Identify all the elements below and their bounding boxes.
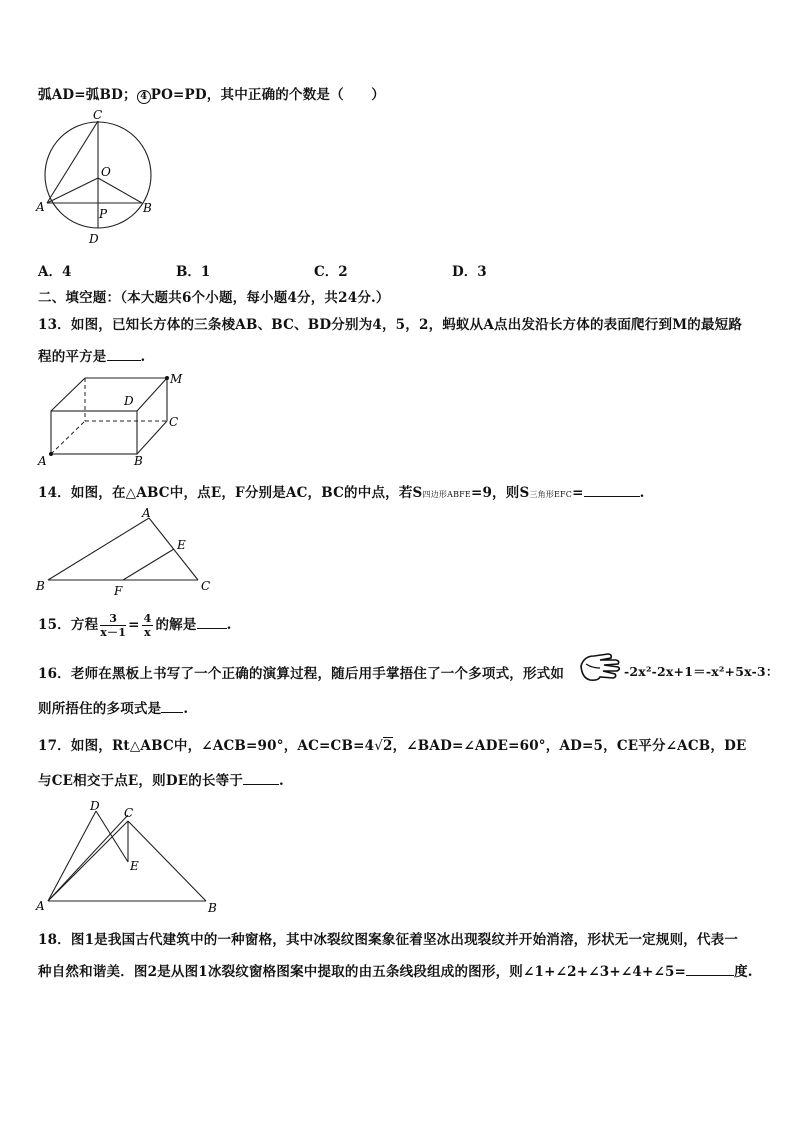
q14-text1: 14．如图，在△ABC中，点E，F分别是AC，BC的中点，若S <box>38 485 423 501</box>
label-C: C <box>201 579 211 593</box>
q15-prefix: 15．方程 <box>38 617 99 633</box>
label-E: E <box>130 859 139 873</box>
answer-blank[interactable] <box>161 700 183 713</box>
q16-text: 16．老师在黑板上书写了一个正确的演算过程，随后用手掌捂住了一个多项式，形式如 <box>38 666 565 682</box>
q15-suffix: 的解是 <box>155 617 197 633</box>
label-B: B <box>143 201 152 215</box>
label-B: B <box>208 901 217 915</box>
answer-blank[interactable] <box>584 484 640 497</box>
q13-end: . <box>140 349 146 365</box>
q14-text3: = <box>572 485 584 501</box>
fraction-2: $\frac{4}{x}$ <box>143 612 152 639</box>
q12-text-b: PO=PD，其中正确的个数是（ ） <box>150 87 385 103</box>
q15-line: 15．方程 $\frac{3}{x-1}$ = $\frac{4}{x}$ 的解是 . <box>38 612 232 639</box>
label-A: A <box>142 506 151 520</box>
figure-triangle-abc <box>32 505 222 600</box>
q17-line2: 与CE相交于点E，则DE的长等于 . <box>38 773 284 789</box>
label-B: B <box>36 579 45 593</box>
q16-line1 <box>38 662 564 682</box>
label-A: A <box>36 200 45 214</box>
label-P: P <box>99 207 108 221</box>
q18-line2: 种自然和谐美．图2是从图1冰裂纹窗格图案中提取的由五条线段组成的图形，则∠1+∠2+∠3+∠4+∠5= 度. <box>38 964 753 980</box>
answer-blank[interactable] <box>197 616 227 629</box>
choice-a[interactable]: A．4 <box>38 264 72 280</box>
label-D: D <box>90 799 100 813</box>
q14-sub2: 三角形EFC <box>529 490 573 499</box>
q16-expression: -2x²-2x+1＝-x²+5x-3： <box>624 664 779 679</box>
fraction-1: $\frac{3}{x-1}$ <box>100 612 127 639</box>
q13-line1: 13．如图，已知长方体的三条棱AB、BC、BD分别为4，5，2，蚂蚁从A点出发沿长方体的表面爬行到M的最短路 <box>38 317 743 333</box>
label-D: D <box>124 394 134 408</box>
question-12-tail <box>38 83 385 104</box>
label-O: O <box>101 165 111 179</box>
label-B: B <box>134 454 143 468</box>
q18-line1: 18．图1是我国古代建筑中的一种窗格，其中冰裂纹图案象征着坚冰出现裂纹并开始消溶，形状无一定规则，代表一 <box>38 932 739 948</box>
choice-b[interactable]: B．1 <box>176 264 211 280</box>
answer-blank[interactable] <box>107 348 141 361</box>
section-heading: 二、填空题：（本大题共6个小题，每小题4分，共24分.） <box>38 290 390 306</box>
label-M: M <box>170 372 183 386</box>
q13-text: 程的平方是 <box>38 349 107 365</box>
q13-line2 <box>38 345 145 365</box>
circled-number: 4 <box>137 90 151 104</box>
label-E: E <box>177 538 186 552</box>
q14-sub1: 四边形ABFE <box>422 490 471 499</box>
figure-right-triangle <box>32 798 227 918</box>
q14-line <box>38 481 645 501</box>
label-A: A <box>38 454 47 468</box>
choice-c[interactable]: C．2 <box>314 264 348 280</box>
label-A: A <box>36 899 45 913</box>
figure-cuboid <box>30 370 190 470</box>
label-F: F <box>114 584 123 598</box>
q14-text2: =9，则S <box>470 485 530 501</box>
label-D: D <box>89 232 99 246</box>
label-C: C <box>169 415 179 429</box>
q16-line2: 则所捂住的多项式是 . <box>38 701 189 717</box>
sqrt-sign: √ <box>374 738 383 754</box>
answer-blank[interactable] <box>243 772 279 785</box>
q12-text-a: 弧AD=弧BD； <box>38 87 137 103</box>
figure-circle <box>30 108 160 248</box>
q14-end: . <box>639 485 645 501</box>
answer-blank[interactable] <box>686 963 734 976</box>
q17-line1: 17．如图，Rt△ABC中，∠ACB=90°，AC=CB=4√2，∠BAD=∠ADE=60°，AD=5，CE平分∠ACB，DE <box>38 738 747 754</box>
hand-icon <box>578 650 624 684</box>
label-C: C <box>93 108 103 122</box>
label-C: C <box>124 806 134 820</box>
choice-d[interactable]: D．3 <box>452 264 487 280</box>
